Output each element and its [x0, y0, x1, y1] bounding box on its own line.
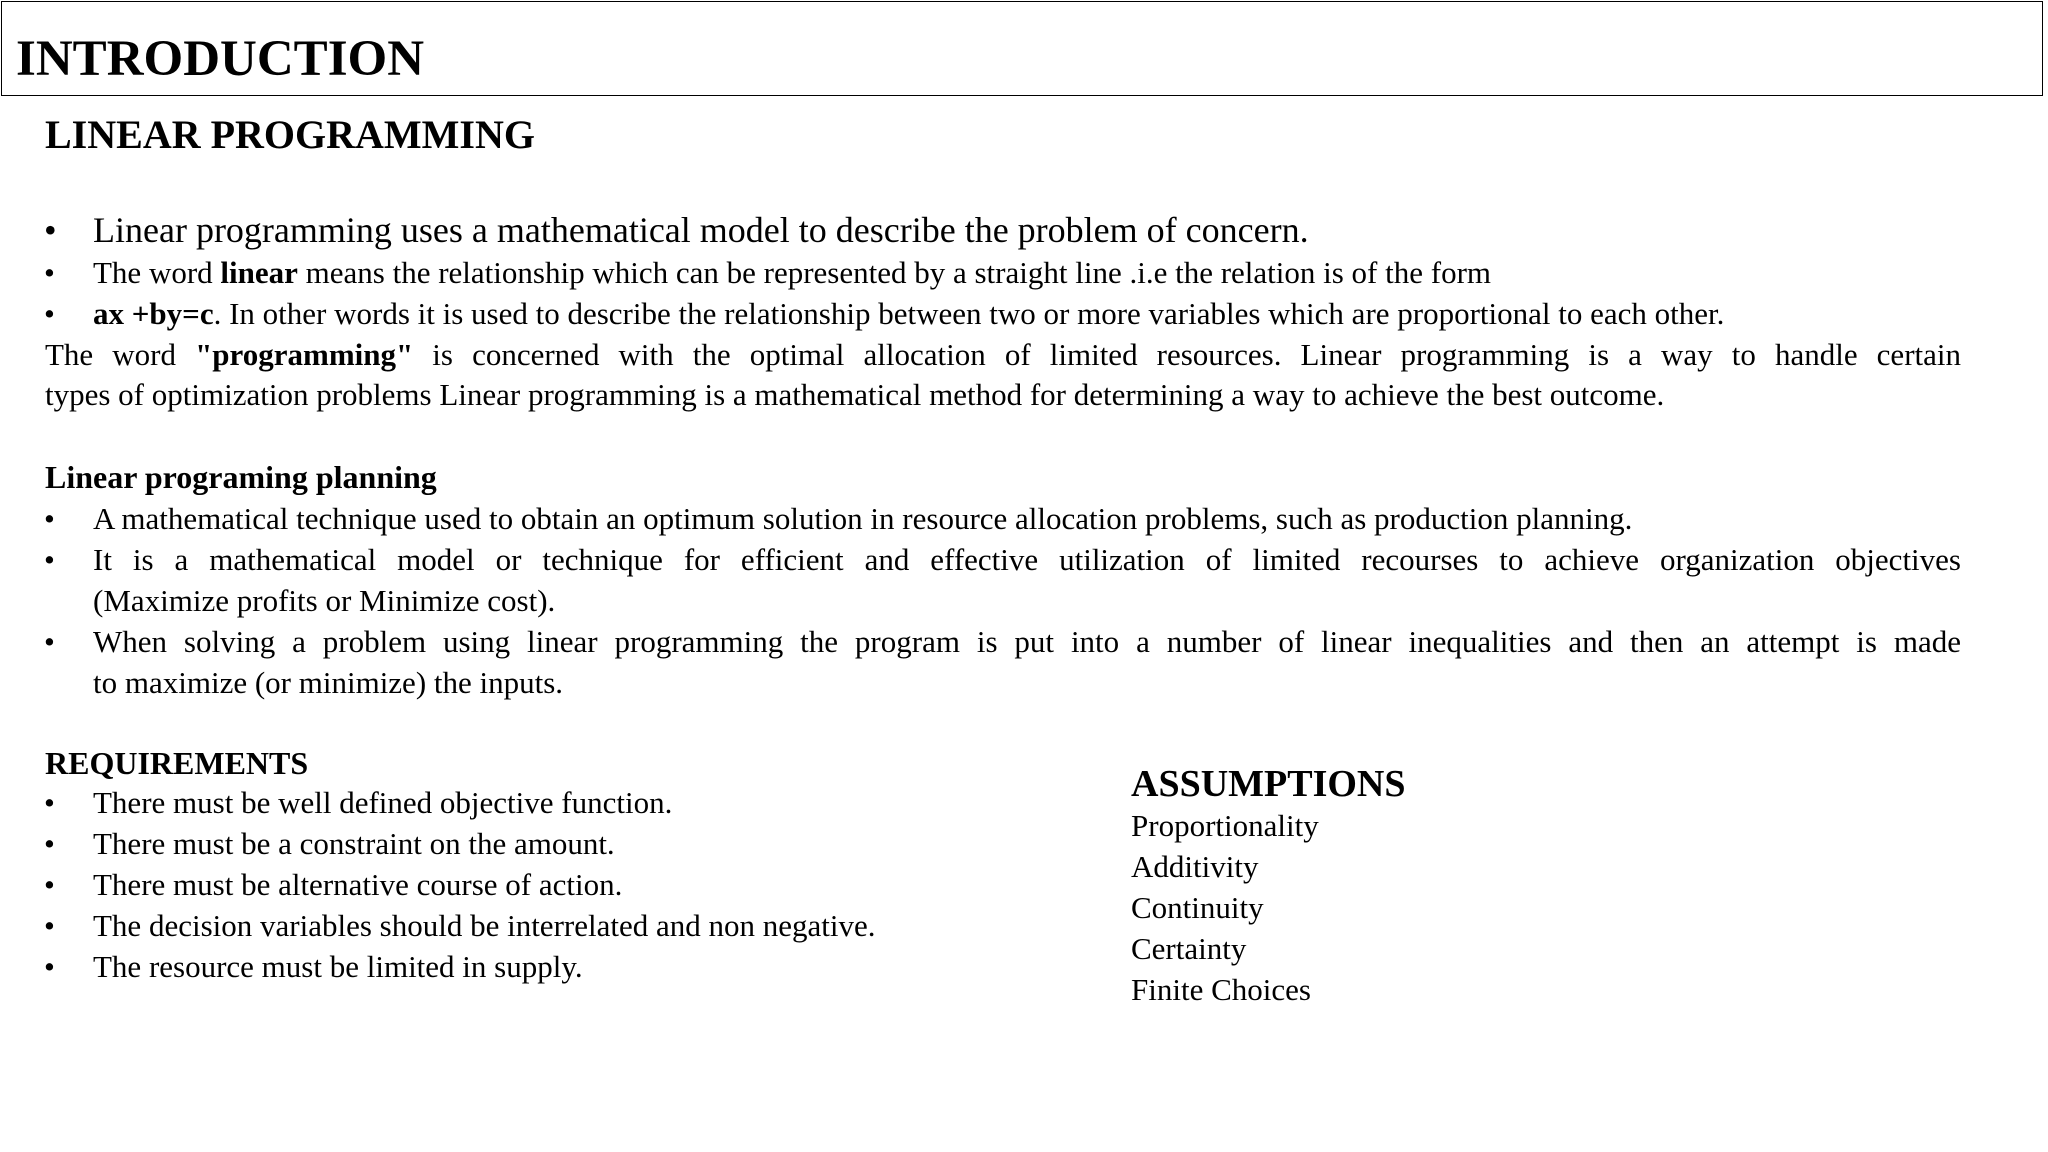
bullet-glyph: •: [44, 785, 55, 820]
lp-bullet-3-text: [93, 298, 1724, 329]
bullet-glyph: •: [44, 624, 55, 659]
bullet-glyph: •: [44, 542, 55, 577]
bullet-glyph: •: [44, 255, 55, 290]
planning-item-2-line-1: It is a mathematical model or technique for efficient and effective utilization of limited recourses to achieve organization objectives: [93, 542, 1961, 577]
bullet-glyph: •: [44, 826, 55, 861]
text-fragment: . In other words it is used to describe the relationship between two or more variables which are proportional to each other.: [213, 296, 1725, 331]
programming-paragraph-line-1: [45, 339, 1961, 370]
planning-item-3-line-1: When solving a problem using linear programming the program is put into a number of linear inequalities and then an attempt is made: [93, 624, 1961, 659]
assumptions-heading: ASSUMPTIONS: [1131, 763, 1406, 805]
planning-item-1-text: A mathematical technique used to obtain an optimum solution in resource allocation problems, such as production planning.: [93, 501, 1633, 536]
programming-paragraph-line-2: types of optimization problems Linear programming is a mathematical method for determining a way to achieve the best outcome.: [45, 377, 1665, 412]
assumption-item: Proportionality: [1131, 808, 1319, 843]
text-fragment: means the relationship which can be represented by a straight line .i.e the relation is of the form: [297, 255, 1492, 290]
page-title: INTRODUCTION: [16, 31, 425, 87]
requirement-text: There must be alternative course of action.: [93, 867, 623, 902]
assumption-item: Finite Choices: [1131, 972, 1311, 1007]
requirement-text: The decision variables should be interrelated and non negative.: [93, 908, 876, 943]
bullet-glyph: •: [44, 949, 55, 984]
bold-term-programming: "programming": [195, 337, 414, 372]
bold-term-linear: linear: [220, 255, 298, 290]
text-fragment: is concerned with the optimal allocation of limited resources. Linear programming is a way to handle certain: [413, 337, 1961, 372]
bullet-glyph: •: [44, 501, 55, 536]
bullet-glyph: •: [44, 867, 55, 902]
planning-item-3-line-2: to maximize (or minimize) the inputs.: [93, 665, 564, 700]
bullet-glyph: •: [44, 210, 57, 250]
assumption-item: Certainty: [1131, 931, 1247, 966]
assumption-item: Continuity: [1131, 890, 1264, 925]
lp-bullet-1-text: Linear programming uses a mathematical model to describe the problem of concern.: [93, 210, 1309, 250]
text-fragment: The word: [45, 337, 196, 372]
requirement-text: There must be a constraint on the amount.: [93, 826, 615, 861]
lp-bullet-2-text: [93, 257, 1491, 288]
bullet-glyph: •: [44, 296, 55, 331]
text-fragment: The word: [93, 255, 221, 290]
bullet-glyph: •: [44, 908, 55, 943]
title-box: [1, 1, 2043, 96]
linear-programming-heading: LINEAR PROGRAMMING: [45, 112, 535, 157]
requirement-text: There must be well defined objective function.: [93, 785, 673, 820]
requirements-heading: REQUIREMENTS: [45, 745, 309, 781]
requirement-text: The resource must be limited in supply.: [93, 949, 583, 984]
assumption-item: Additivity: [1131, 849, 1259, 884]
planning-item-2-line-2: (Maximize profits or Minimize cost).: [93, 583, 556, 618]
planning-heading: Linear programing planning: [45, 459, 437, 495]
bold-formula: ax +by=c: [93, 296, 214, 331]
